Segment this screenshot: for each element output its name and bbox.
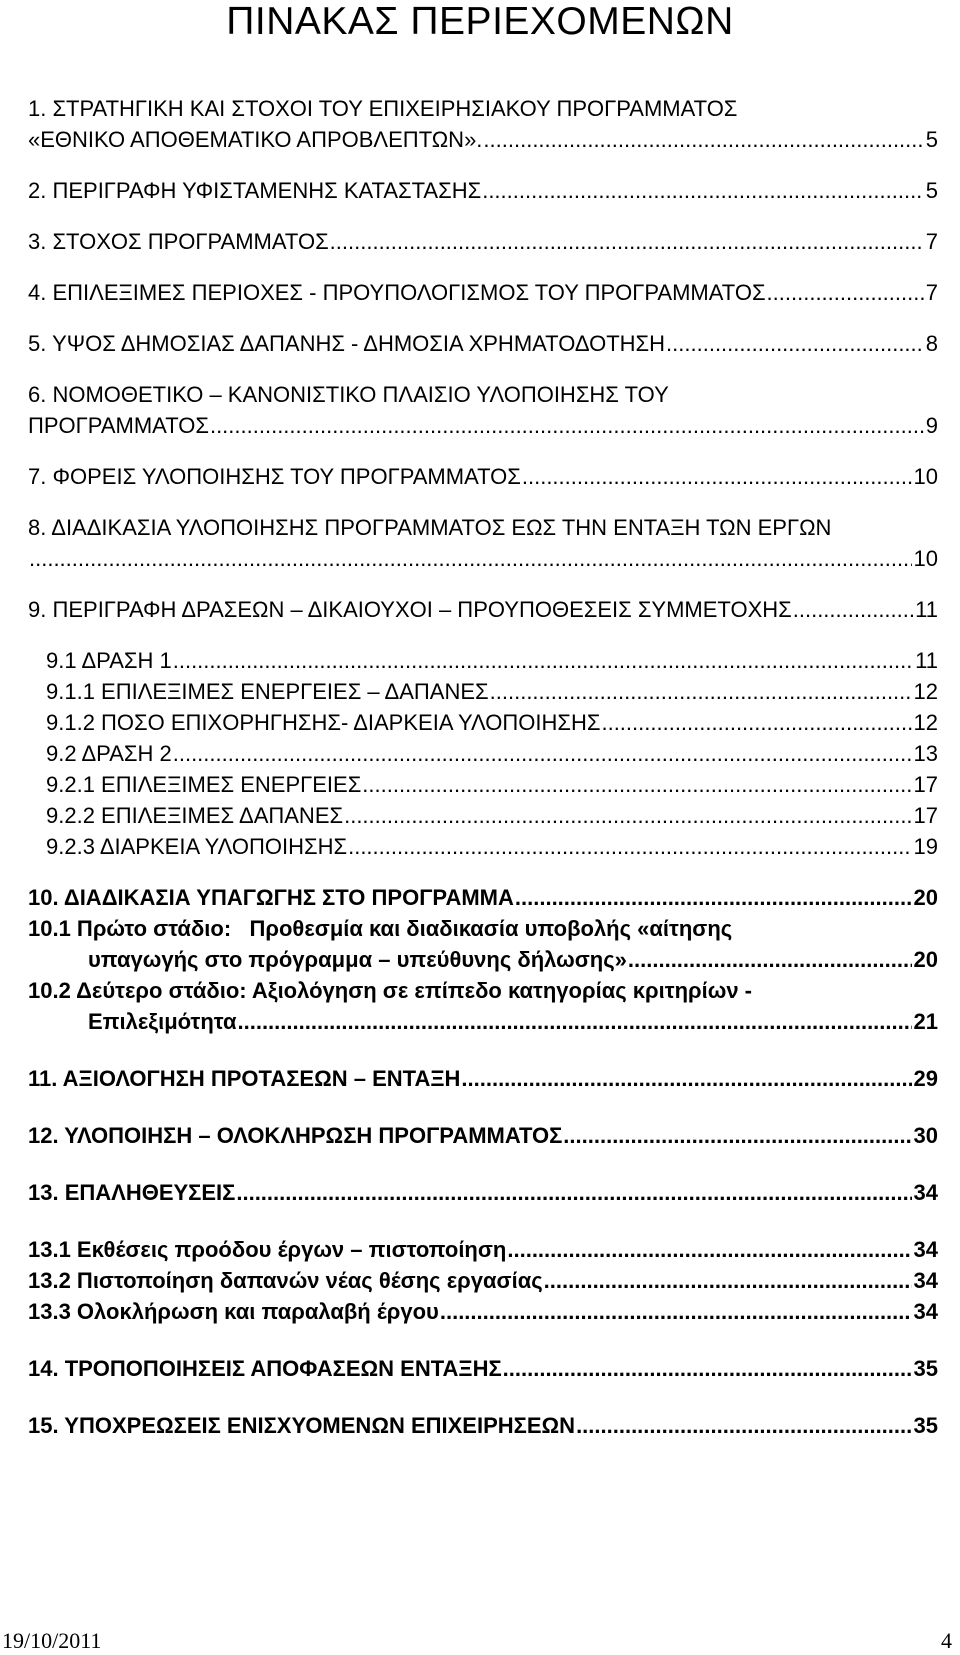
dot-leader bbox=[793, 595, 913, 625]
toc-entry-text: 11. ΑΞΙΟΛΟΓΗΣΗ ΠΡΟΤΑΣΕΩΝ – ΕΝΤΑΞΗ bbox=[28, 1066, 461, 1091]
dot-leader bbox=[515, 883, 912, 913]
dot-leader bbox=[576, 1411, 911, 1441]
toc-page-number: 30 bbox=[913, 1123, 938, 1148]
dot-leader bbox=[344, 801, 911, 831]
footer-page-number: 4 bbox=[941, 1628, 952, 1653]
footer-date: 19/10/2011 bbox=[2, 1628, 102, 1653]
dot-leader bbox=[482, 176, 924, 206]
toc-entry-text: 1. ΣΤΡΑΤΗΓΙΚΗ ΚΑΙ ΣΤΟΧΟΙ ΤΟΥ ΕΠΙΧΕΙΡΗΣΙΑΚΟΥ ΠΡΟΓΡΑΜΜΑΤΟΣ bbox=[28, 96, 738, 121]
toc-page-number: 34 bbox=[913, 1299, 938, 1324]
toc-page-number: 13 bbox=[913, 741, 938, 766]
toc-page-number: 10 bbox=[913, 546, 938, 571]
toc-entry-text: 13.3 Ολοκλήρωση και παραλαβή έργου bbox=[28, 1299, 439, 1324]
toc-entry-text: 9.2.3 ΔΙΑΡΚΕΙΑ ΥΛΟΠΟΙΗΣΗΣ bbox=[46, 834, 348, 859]
toc-page-number: 5 bbox=[925, 127, 938, 152]
toc-entry-text: 4. ΕΠΙΛΕΞΙΜΕΣ ΠΕΡΙΟΧΕΣ - ΠΡΟΥΠΟΛΟΓΙΣΜΟΣ ΤΟΥ ΠΡΟΓΡΑΜΜΑΤΟΣ bbox=[28, 280, 766, 305]
dot-leader bbox=[628, 945, 912, 975]
toc-entry-text: 6. ΝΟΜΟΘΕΤΙΚΟ – ΚΑΝΟΝΙΣΤΙΚΟ ΠΛΑΙΣΙΟ ΥΛΟΠΟΙΗΣΗΣ ΤΟΥ bbox=[28, 382, 669, 407]
toc-entry-text: 10.1 Πρώτο στάδιο: Προθεσμία και διαδικασία υποβολής «αίτησης bbox=[28, 916, 733, 941]
toc-entry-text: 9.2.1 ΕΠΙΛΕΞΙΜΕΣ ΕΝΕΡΓΕΙΕΣ bbox=[46, 772, 362, 797]
toc-entry-text: 10.2 Δεύτερο στάδιο: Αξιολόγηση σε επίπεδο κατηγορίας κριτηρίων - bbox=[28, 978, 753, 1003]
dot-leader bbox=[503, 1354, 912, 1384]
dot-leader bbox=[29, 544, 912, 574]
dot-leader bbox=[544, 1266, 912, 1296]
dot-leader bbox=[490, 677, 912, 707]
dot-leader bbox=[507, 1235, 911, 1265]
dot-leader bbox=[563, 1121, 911, 1151]
toc-page-number: 12 bbox=[913, 710, 938, 735]
dot-leader bbox=[173, 646, 913, 676]
toc-page-number: 21 bbox=[913, 1009, 938, 1034]
toc-entry-text: 9.2 ΔΡΑΣΗ 2 bbox=[46, 741, 172, 766]
toc-page-number: 17 bbox=[913, 803, 938, 828]
toc-entry-text: υπαγωγής στο πρόγραμμα – υπεύθυνης δήλωσης» bbox=[88, 947, 627, 972]
toc-entry-text: 7. ΦΟΡΕΙΣ ΥΛΟΠΟΙΗΣΗΣ ΤΟΥ ΠΡΟΓΡΑΜΜΑΤΟΣ bbox=[28, 464, 521, 489]
dot-leader bbox=[362, 770, 911, 800]
toc-page-number: 29 bbox=[913, 1066, 938, 1091]
toc-entry-text: «ΕΘΝΙΚΟ ΑΠΟΘΕΜΑΤΙΚΟ ΑΠΡΟΒΛΕΠΤΩΝ». bbox=[28, 127, 483, 152]
toc-entry-text: 12. ΥΛΟΠΟΙΗΣΗ – ΟΛΟΚΛΗΡΩΣΗ ΠΡΟΓΡΑΜΜΑΤΟΣ bbox=[28, 1123, 563, 1148]
toc-entry-text: 9. ΠΕΡΙΓΡΑΦΗ ΔΡΑΣΕΩΝ – ΔΙΚΑΙΟΥΧΟΙ – ΠΡΟΥΠΟΘΕΣΕΙΣ ΣΥΜΜΕΤΟΧΗΣ bbox=[28, 597, 792, 622]
toc-page-number: 11 bbox=[915, 648, 938, 673]
toc-page-number: 7 bbox=[925, 280, 938, 305]
toc-entry-text: 8. ΔΙΑΔΙΚΑΣΙΑ ΥΛΟΠΟΙΗΣΗΣ ΠΡΟΓΡΑΜΜΑΤΟΣ ΕΩΣ ΤΗΝ ΕΝΤΑΞΗ ΤΩΝ ΕΡΓΩΝ bbox=[28, 515, 832, 540]
toc-entry-text: Επιλεξιμότητα bbox=[88, 1009, 237, 1034]
page-title: ΠΙΝΑΚΑΣ ΠΕΡΙΕΧΟΜΕΝΩΝ bbox=[226, 0, 734, 43]
dot-leader bbox=[238, 1007, 912, 1037]
toc-entry-text: 3. ΣΤΟΧΟΣ ΠΡΟΓΡΑΜΜΑΤΟΣ bbox=[28, 229, 329, 254]
toc-page-number: 20 bbox=[913, 885, 938, 910]
toc-page-number: 8 bbox=[925, 331, 938, 356]
toc-entry-text: 10. ΔΙΑΔΙΚΑΣΙΑ ΥΠΑΓΩΓΗΣ ΣΤΟ ΠΡΟΓΡΑΜΜΑ bbox=[28, 885, 514, 910]
dot-leader bbox=[522, 462, 912, 492]
dot-leader bbox=[461, 1064, 911, 1094]
toc-entry-1-heading-line bbox=[28, 94, 938, 124]
toc-page-number: 34 bbox=[913, 1268, 938, 1293]
dot-leader bbox=[173, 739, 912, 769]
toc-page-number: 7 bbox=[925, 229, 938, 254]
dot-leader bbox=[348, 832, 911, 862]
toc-page-number: 10 bbox=[913, 464, 938, 489]
dot-leader bbox=[666, 329, 924, 359]
toc-page-number: 35 bbox=[913, 1356, 938, 1381]
toc-entry-text: 9.1.1 ΕΠΙΛΕΞΙΜΕΣ ΕΝΕΡΓΕΙΕΣ – ΔΑΠΑΝΕΣ bbox=[46, 679, 489, 704]
toc-entry-text: 13.2 Πιστοποίηση δαπανών νέας θέσης εργασίας bbox=[28, 1268, 543, 1293]
dot-leader bbox=[236, 1178, 911, 1208]
toc-page-number: 35 bbox=[913, 1413, 938, 1438]
toc-entry-text: 15. ΥΠΟΧΡΕΩΣΕΙΣ ΕΝΙΣΧΥΟΜΕΝΩΝ ΕΠΙΧΕΙΡΗΣΕΩΝ bbox=[28, 1413, 576, 1438]
toc-entry-text: 13. ΕΠΑΛΗΘΕΥΣΕΙΣ bbox=[28, 1180, 236, 1205]
toc-page-number: 12 bbox=[913, 679, 938, 704]
toc-entry-text: 9.2.2 ΕΠΙΛΕΞΙΜΕΣ ΔΑΠΑΝΕΣ bbox=[46, 803, 344, 828]
dot-leader bbox=[330, 227, 924, 257]
toc-page-number: 19 bbox=[913, 834, 938, 859]
toc-page-number: 9 bbox=[925, 413, 938, 438]
toc-entry-text: 13.1 Εκθέσεις προόδου έργων – πιστοποίηση bbox=[28, 1237, 507, 1262]
toc-page-number: 11 bbox=[915, 597, 938, 622]
dot-leader bbox=[767, 278, 924, 308]
toc-entry-text: 2. ΠΕΡΙΓΡΑΦΗ ΥΦΙΣΤΑΜΕΝΗΣ ΚΑΤΑΣΤΑΣΗΣ bbox=[28, 178, 482, 203]
toc-page-number: 20 bbox=[913, 947, 938, 972]
dot-leader bbox=[601, 708, 911, 738]
page-footer bbox=[0, 1620, 960, 1655]
toc-page-number: 17 bbox=[913, 772, 938, 797]
toc-page-number: 34 bbox=[913, 1237, 938, 1262]
toc-page-number: 5 bbox=[925, 178, 938, 203]
toc-entry-text: 5. ΥΨΟΣ ΔΗΜΟΣΙΑΣ ΔΑΠΑΝΗΣ - ΔΗΜΟΣΙΑ ΧΡΗΜΑΤΟΔΟΤΗΣΗ bbox=[28, 331, 666, 356]
dot-leader bbox=[440, 1297, 912, 1327]
dot-leader bbox=[483, 125, 923, 155]
dot-leader bbox=[210, 411, 924, 441]
toc-entry-text: ΠΡΟΓΡΑΜΜΑΤΟΣ bbox=[28, 413, 209, 438]
toc-entry-text: 9.1 ΔΡΑΣΗ 1 bbox=[46, 648, 172, 673]
toc-entry-text: 14. ΤΡΟΠΟΠΟΙΗΣΕΙΣ ΑΠΟΦΑΣΕΩΝ ΕΝΤΑΞΗΣ bbox=[28, 1356, 502, 1381]
toc-page-number: 34 bbox=[913, 1180, 938, 1205]
toc-entry-text: 9.1.2 ΠΟΣΟ ΕΠΙΧΟΡΗΓΗΣΗΣ- ΔΙΑΡΚΕΙΑ ΥΛΟΠΟΙΗΣΗΣ bbox=[46, 710, 601, 735]
